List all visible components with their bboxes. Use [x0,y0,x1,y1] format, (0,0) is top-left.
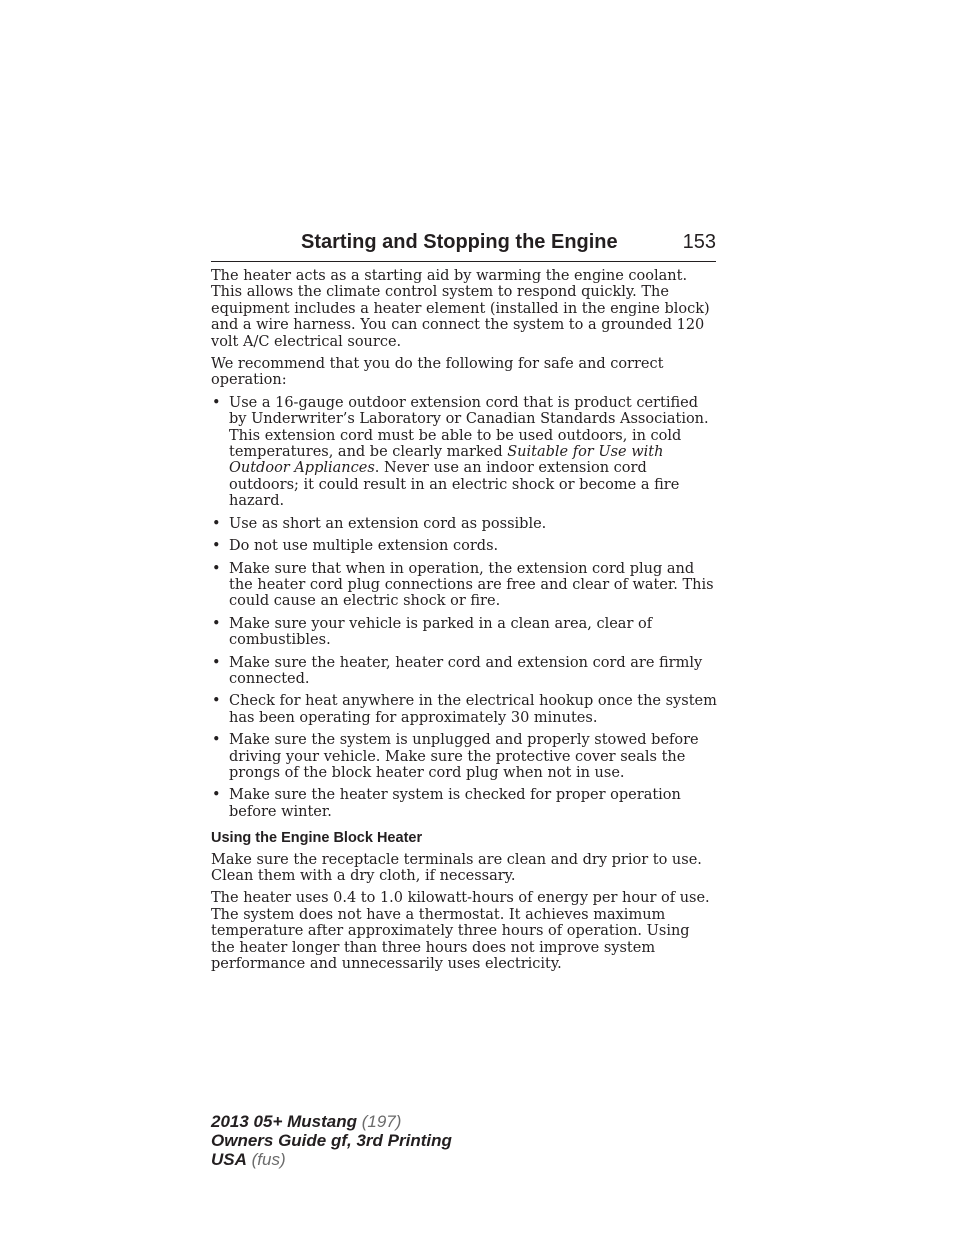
list-item-emphasis: Suitable for Use with Outdoor Appliances [229,444,664,477]
list-item [211,395,717,510]
bullet-icon: • [212,654,221,671]
bullet-icon: • [212,560,221,577]
section-paragraph: The heater uses 0.4 to 1.0 kilowatt-hours of energy per hour of use. The system does not have a thermostat. It achieves maximum temperature after approximately three hours of operation. Using the heater longer than three hours does not improve system performance and unnecessarily uses electricity. [211,890,710,973]
list-item [211,655,717,688]
list-item-text-end: . Never use an indoor extension cord outdoors; it could result in an electric shock or become a fire hazard. [229,460,680,510]
list-item [211,732,717,781]
list-item-text: Make sure your vehicle is parked in a clean area, clear of combustibles. [229,615,653,649]
list-item [211,787,717,820]
footer-line [211,1112,452,1131]
list-item-text: Make sure the heater system is checked for proper operation before winter. [229,787,681,820]
bullet-icon: • [212,515,221,532]
footer-market-code: (fus) [251,1150,286,1169]
footer-line [211,1150,452,1169]
intro-paragraph: The heater acts as a starting aid by warming the engine coolant. This allows the climate control system to respond quickly. The equipment includes a heater element (installed in the engine block) and a wire harness. You can connect the system to a grounded 120 volt A/C electrical source. [211,268,710,350]
list-item-text: Check for heat anywhere in the electrical hookup once the system has been operating for approximately 30 minutes. [229,693,717,726]
list-item [211,561,717,610]
bullet-icon: • [212,615,221,632]
bullet-icon: • [212,394,221,411]
list-item [211,538,717,554]
safety-list [211,395,717,820]
footer-model: 2013 05+ Mustang [211,1112,357,1131]
footer-line [211,1131,452,1150]
list-item [211,693,717,726]
bullet-icon: • [212,693,221,710]
bullet-icon: • [212,538,221,555]
section-paragraph: Make sure the receptacle terminals are clean and dry prior to use. Clean them with a dry cloth, if necessary. [211,851,702,884]
page-number: 153 [682,231,716,253]
section-heading: Using the Engine Block Heater [211,830,423,847]
list-item-text: Use as short an extension cord as possible. [229,515,547,532]
list-item-text: Make sure the system is unplugged and properly stowed before driving your vehicle. Make sure the protective cover seals the prongs of the block heater cord plug when not in use. [229,732,699,781]
footer-model-code: (197) [361,1112,402,1131]
list-item-text: Make sure that when in operation, the extension cord plug and the heater cord plug connections are free and clear of water. This could cause an electric shock or fire. [229,560,714,610]
chapter-title: Starting and Stopping the Engine [301,231,618,253]
page-header [211,229,716,262]
list-item [211,616,717,649]
bullet-icon: • [212,732,221,749]
footer-edition: Owners Guide gf, 3rd Printing [211,1131,452,1150]
list-item-text-start: Use a 16-gauge outdoor extension cord that is product certified by Underwriter’s Laboratory or Canadian Standards Association. This extension cord must be able to be used outdoors, in cold temperatures, and be clearly marked [229,394,709,461]
page-footer [211,1112,452,1169]
list-item-text: Make sure the heater, heater cord and extension cord are firmly connected. [229,654,703,687]
page-body [211,268,717,978]
footer-market: USA [211,1150,247,1169]
list-item-text: Do not use multiple extension cords. [229,538,499,555]
recommendation-paragraph: We recommend that you do the following for safe and correct operation: [211,356,664,389]
list-item [211,516,717,532]
bullet-icon: • [212,787,221,804]
